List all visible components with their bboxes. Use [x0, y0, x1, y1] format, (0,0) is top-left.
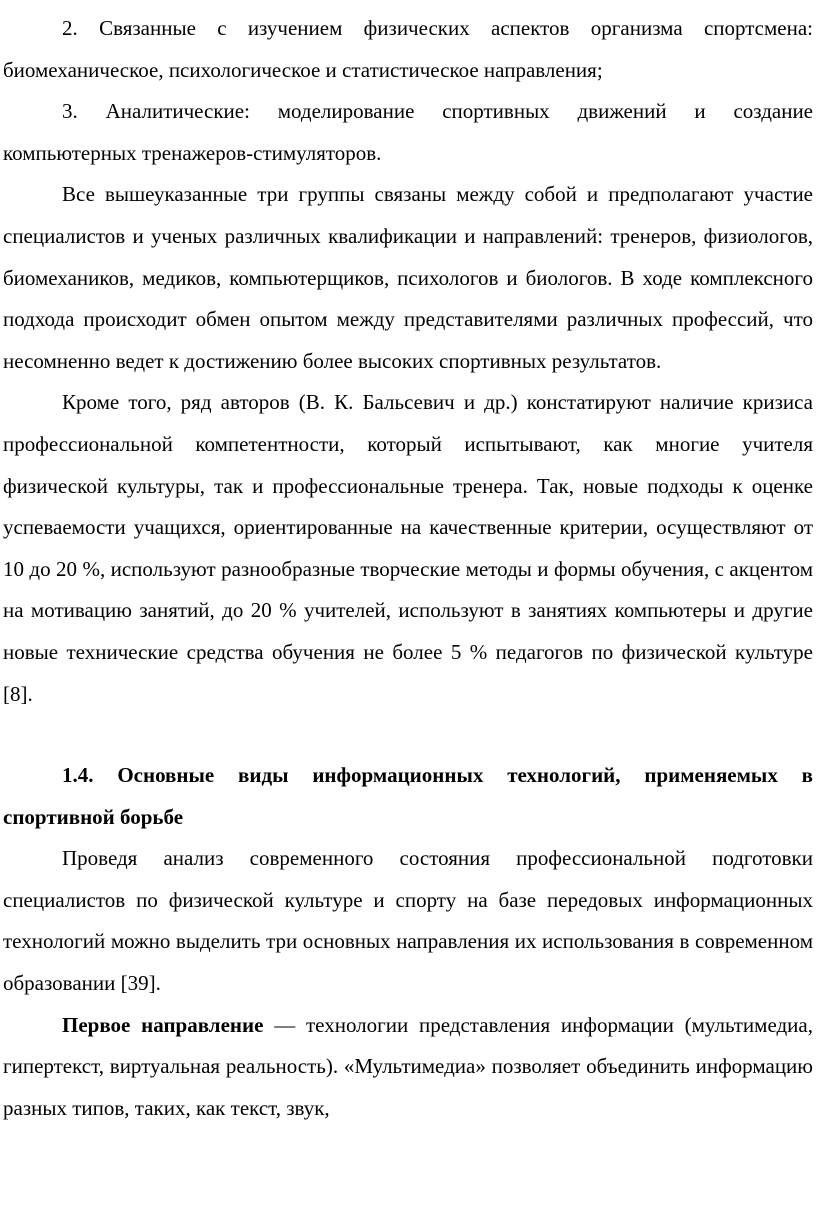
section-heading: 1.4. Основные виды информационных технологий, применяемых в спортивной борьбе: [3, 763, 813, 829]
list-text: Связанные с изучением физических аспектов организма спортсмена: биомеханическое, психологическое и статистическое направления;: [3, 16, 813, 82]
first-direction-text: — технологии представления информации (мультимедиа, гипертекст, виртуальная реальность). «Мультимедиа» позволяет объединить информацию разных типов, таких, как текст, звук,: [3, 1012, 813, 1120]
list-number: 2.: [62, 16, 78, 40]
paragraph-groups: Все вышеуказанные три группы связаны между собой и предполагают участие специалистов и ученых различных квалификации и направлений: тренеров, физиологов, биомехаников, медиков, компьютерщиков, психологов и биологов. В ходе комплексного подхода происходит обмен опытом между представителями различных профессий, что несомненно ведет к достижению более высоких спортивных результатов.: [3, 182, 813, 373]
list-item-2: [3, 8, 813, 91]
paragraph-analysis: Проведя анализ современного состояния профессиональной подготовки специалистов по физической культуре и спорту на базе передовых информационных технологий можно выделить три основных направления их использования в современном образовании [39].: [3, 846, 813, 996]
paragraph-crisis: Кроме того, ряд авторов (В. К. Бальсевич и др.) констатируют наличие кризиса профессиональной компетентности, который испытывают, как многие учителя физической культуры, так и профессиональные тренера. Так, новые подходы к оценке успеваемости учащихся, ориентированные на качественные критерии, осуществляют от 10 до 20 %, используют разнообразные творческие методы и формы обучения, с акцентом на мотивацию занятий, до 20 % учителей, используют в занятиях компьютеры и другие новые технические средства обучения не более 5 % педагогов по физической культуре [8].: [3, 390, 813, 706]
list-text: Аналитические: моделирование спортивных движений и создание компьютерных тренажеров-стимуляторов.: [3, 99, 813, 165]
list-number: 3.: [62, 99, 78, 124]
list-item-3: [3, 91, 813, 174]
first-direction-label: Первое направление: [62, 1012, 264, 1037]
paragraph-first-direction: [3, 1005, 813, 1130]
